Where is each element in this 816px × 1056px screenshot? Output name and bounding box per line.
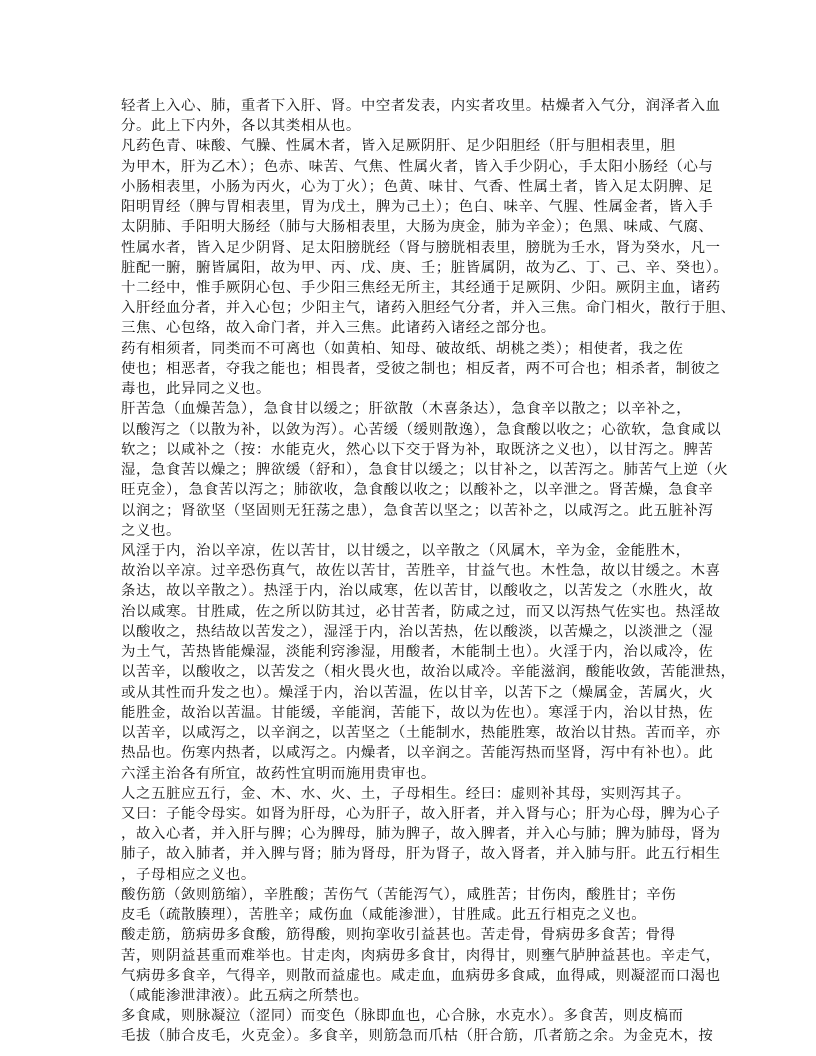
text-line-37: ，故入心者，并入肝与脾；心为脾母，肺为脾子，故入脾者，并入心与肺；脾为肺母，肾为	[121, 826, 721, 842]
text-line-33: 热品也。伤寒内热者，以咸泻之。内燥者，以辛润之。苦能泻热而坚肾，泻中有补也）。此	[121, 745, 714, 761]
text-line-16: 肝苦急（血燥苦急），急食甘以缓之；肝欲散（木喜条达），急食辛以散之；以辛补之，	[121, 401, 692, 417]
text-line-7: 太阴肺、手阳明大肠经（肺与大肠相表里，大肠为庚金，肺为辛金）；色黑、味咸、气腐、	[121, 219, 714, 235]
text-line-46: 多食咸，则脉凝泣（涩同）而变色（脉即血也，心合脉，水克水）。多食苦，则皮槁而	[121, 1008, 684, 1024]
text-line-45: （咸能渗泄津液）。此五病之所禁也。	[121, 988, 369, 1004]
text-line-30: 或从其性而升发之也）。燥淫于内，治以苦温，佐以甘辛，以苦下之（燥属金，苦属火，火	[121, 685, 714, 701]
text-line-20: 旺克金），急食苦以泻之；肺欲收，急食酸以收之；以酸补之，以辛泄之。肾苦燥，急食辛	[121, 482, 714, 498]
text-line-2: 分。此上下内外，各以其类相从也。	[121, 118, 361, 134]
text-line-21: 以润之；肾欲坚（坚固则无狂荡之患），急食苦以坚之；以苦补之，以咸泻之。此五脏补泻	[121, 503, 714, 519]
text-line-34: 六淫主治各有所宜，故药性宜明而施用贵审也。	[121, 766, 436, 782]
text-line-4: 为甲木，肝为乙木）；色赤、味苦、气焦、性属火者，皆入手少阴心，手太阳小肠经（心与	[121, 159, 714, 175]
text-line-14: 使也；相恶者，夺我之能也；相畏者，受彼之制也；相反者，两不可合也；相杀者，制彼之	[121, 361, 721, 377]
text-line-19: 湿，急食苦以燥之；脾欲缓（舒和），急食甘以缓之；以甘补之，以苦泻之。肺苦气上逆（火	[121, 462, 729, 478]
text-line-32: 以苦辛，以咸泻之，以辛润之，以苦坚之（土能制水，热能胜寒，故治以甘热。苦而辛，亦	[121, 725, 721, 741]
text-line-5: 小肠相表里，小肠为丙火，心为丁火）；色黄、味甘、气香、性属土者，皆入足太阴脾、足	[121, 179, 714, 195]
text-line-24: 故治以辛凉。过辛恐伤真气，故佐以苦甘，苦胜辛，甘益气也。木性急，故以甘缓之。木喜	[121, 563, 721, 579]
text-line-17: 以酸泻之（以散为补，以敛为泻）。心苦缓（缓则散逸），急食酸以收之；心欲软，急食咸以	[121, 422, 722, 438]
text-line-1: 轻者上入心、肺，重者下入肝、肾。中空者发表，内实者攻里。枯燥者入气分，润泽者入血	[121, 98, 721, 114]
text-line-11: 入肝经血分者，并入心包；少阳主气，诸药入胆经气分者，并入三焦。命门相火，散行于胆、	[121, 300, 736, 316]
text-line-12: 三焦、心包络，故入命门者，并入三焦。此诸药入诸经之部分也。	[121, 320, 556, 336]
text-line-41: 皮毛（疏散腠理），苦胜辛；咸伤血（咸能渗泄），甘胜咸。此五行相克之义也。	[121, 907, 647, 923]
text-line-23: 风淫于内，治以辛凉，佐以苦甘，以甘缓之，以辛散之（风属木，辛为金，金能胜木，	[121, 543, 691, 559]
text-line-35: 人之五脏应五行，金、木、水、火、土，子母相生。经曰：虚则补其母，实则泻其子。	[121, 786, 691, 802]
text-line-43: 苦，则阴益甚重而难举也。甘走肉，肉病毋多食甘，肉得甘，则壅气胪肿益甚也。辛走气，	[121, 948, 721, 964]
text-line-36: 又曰：子能令母实。如肾为肝母，心为肝子，故入肝者，并入肾与心；肝为心母，脾为心子	[121, 806, 721, 822]
text-line-29: 以苦辛，以酸收之，以苦发之（相火畏火也，故治以咸冷。辛能滋润，酸能收敛，苦能泄热，	[121, 664, 736, 680]
text-line-40: 酸伤筋（敛则筋缩），辛胜酸；苦伤气（苦能泻气），咸胜苦；甘伤肉，酸胜甘；辛伤	[121, 887, 677, 903]
text-line-6: 阳明胃经（脾与胃相表里，胃为戊土，脾为己土）；色白、味辛、气腥、性属金者，皆入手	[121, 199, 714, 215]
text-line-39: ，子母相应之义也。	[121, 867, 256, 883]
text-line-25: 条达，故以辛散之）。热淫于内，治以咸寒，佐以苦甘，以酸收之，以苦发之（水胜火，故	[121, 583, 714, 599]
text-line-22: 之义也。	[121, 523, 181, 539]
text-line-9: 脏配一腑，腑皆属阳，故为甲、丙、戊、庚、壬；脏皆属阴，故为乙、丁、己、辛、癸也）。	[121, 260, 729, 276]
text-line-26: 治以咸寒。甘胜咸，佐之所以防其过，必甘苦者，防咸之过，而又以泻热气佐实也。热淫故	[121, 604, 721, 620]
text-line-27: 以酸收之，热结故以苦发之），湿淫于内，治以苦热，佐以酸淡，以苦燥之，以淡泄之（湿	[121, 624, 714, 640]
text-line-3: 凡药色青、味酸、气臊、性属木者，皆入足厥阴肝、足少阳胆经（肝与胆相表里，胆	[121, 138, 676, 154]
text-line-44: 气病毋多食辛，气得辛，则散而益虚也。咸走血，血病毋多食咸，血得咸，则凝涩而口渴也	[121, 968, 721, 984]
text-line-8: 性属水者，皆入足少阴肾、足太阳膀胱经（肾与膀胱相表里，膀胱为壬水，肾为癸水，凡一	[121, 240, 721, 256]
text-line-13: 药有相须者，同类而不可离也（如黄柏、知母、破故纸、胡桃之类）；相使者，我之佐	[121, 341, 684, 357]
text-line-38: 肺子，故入肺者，并入脾与肾；肺为肾母，肝为肾子，故入肾者，并入肺与肝。此五行相生	[121, 846, 721, 862]
text-line-15: 毒也，此异同之义也。	[121, 381, 271, 397]
text-line-10: 十二经中，惟手厥阴心包、手少阳三焦经无所主，其经通于足厥阴、少阳。厥阴主血，诸药	[121, 280, 721, 296]
text-line-47: 毛拔（肺合皮毛，火克金）。多食辛，则筋急而爪枯（肝合筋，爪者筋之余。为金克木，按	[121, 1028, 714, 1044]
text-line-28: 为土气，苦热皆能燥湿，淡能利窍渗湿，用酸者，木能制土也）。火淫于内，治以咸冷，佐	[121, 644, 714, 660]
text-line-18: 软之；以咸补之（按：水能克火，然心以下交于肾为补，取既济之义也），以甘泻之。脾苦	[121, 442, 714, 458]
text-line-31: 能胜金，故治以苦温。甘能缓，辛能润，苦能下，故以为佐也）。寒淫于内，治以甘热，佐	[121, 705, 714, 721]
text-line-42: 酸走筋，筋病毋多食酸，筋得酸，则拘挛收引益甚也。苦走骨，骨病毋多食苦；骨得	[121, 927, 676, 943]
